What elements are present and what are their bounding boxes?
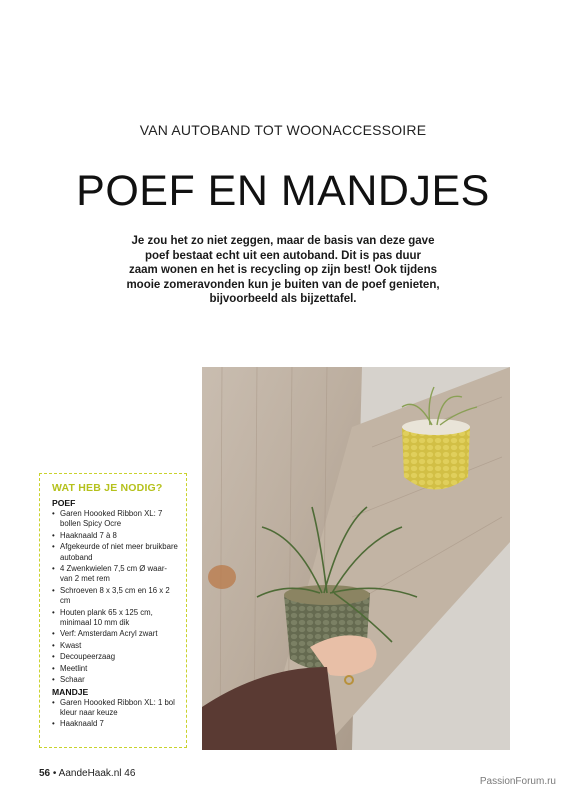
list-item: • Haaknaald 7 à 8 (52, 531, 178, 541)
yellow-basket-rim (402, 419, 470, 435)
list-item: • Schroeven 8 x 3,5 cm en 16 x 2 cm (52, 586, 178, 607)
list-item: • Schaar (52, 675, 178, 685)
materials-list-mandje (52, 698, 178, 730)
product-photo (202, 367, 510, 750)
intro-line: zaam wonen en het is recycling op zijn best! Ook tijdens (128, 264, 437, 276)
photo-illustration (202, 367, 510, 750)
intro-line: bijvoorbeeld als bijzettafel. (209, 293, 357, 305)
list-item: • Garen Hoooked Ribbon XL: 7 bollen Spicy Ocre (52, 509, 178, 530)
intro-line: mooie zomeravonden kun je buiten van de poef genieten, (126, 278, 440, 291)
list-item: • Houten plank 65 x 125 cm, minimaal 10 mm dik (52, 608, 178, 629)
materials-list-poef (52, 509, 178, 686)
intro-paragraph (108, 234, 458, 307)
list-item: • Verf: Amsterdam Acryl zwart (52, 629, 178, 639)
kicker: VAN AUTOBAND TOT WOONACCESSOIRE (139, 122, 427, 138)
rust-spot (208, 565, 236, 589)
page-number: 56 (39, 768, 51, 779)
list-item: • 4 Zwenkwielen 7,5 cm Ø waar- van 2 met rem (52, 564, 178, 585)
intro-line: poef bestaat echt uit een autoband. Dit is pas duur (144, 249, 422, 262)
page-footer (39, 768, 135, 779)
list-item: • Haaknaald 7 (52, 719, 178, 729)
footer-bullet: • (52, 768, 57, 779)
watermark: PassionForum.ru (479, 776, 556, 787)
list-item: • Meetlint (52, 664, 178, 674)
list-item: • Kwast (52, 641, 178, 651)
list-item: • Afgekeurde of niet meer bruikbare autoband (52, 542, 178, 563)
page-title: POEF EN MANDJES (76, 167, 490, 215)
intro-line: Je zou het zo niet zeggen, maar de basis van deze gave (131, 235, 435, 247)
section-heading: POEF (52, 498, 76, 508)
materials-title: WAT HEB JE NODIG? (52, 482, 163, 494)
list-item: • Decoupeerzaag (52, 652, 178, 662)
materials-box (39, 473, 187, 748)
publication-name: AandeHaak.nl 46 (58, 768, 136, 779)
section-heading: MANDJE (52, 686, 89, 697)
list-item: • Garen Hoooked Ribbon XL: 1 bol kleur naar keuze (52, 698, 178, 719)
